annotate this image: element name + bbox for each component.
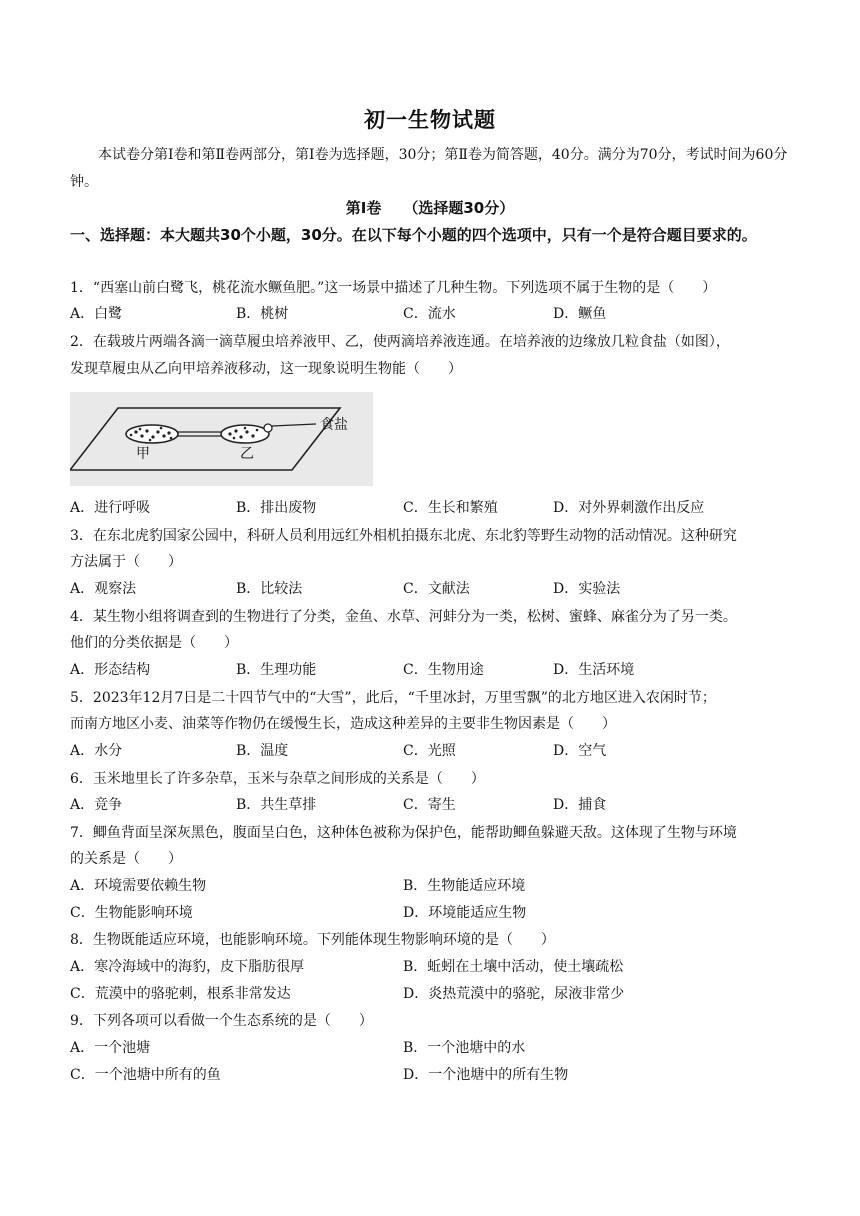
part-heading: 一、选择题：本大题共30个小题，30分。在以下每个小题的四个选项中，只有一个是符合题目要求的。 — [70, 226, 757, 244]
question-4-option-a: A．形态结构 — [70, 662, 151, 678]
question-1-option-d: D．鳜鱼 — [553, 306, 607, 322]
question-8-option-d: D．炎热荒漠中的骆驼，尿液非常少 — [403, 986, 625, 1002]
question-9-options-row-1 — [70, 1037, 795, 1059]
question-8-stem: 8．生物既能适应环境，也能影响环境。下列能体现生物影响环境的是（ ） — [70, 932, 555, 948]
question-5-option-c: C．光照 — [403, 743, 456, 759]
question-4-stem-line-2: 他们的分类依据是（ ） — [70, 635, 238, 651]
question-9-option-d: D．一个池塘中的所有生物 — [403, 1067, 569, 1083]
question-1-stem: 1．“西塞山前白鹭飞，桃花流水鳜鱼肥。”这一场景中描述了几种生物。下列选项不属于生物的是（ ） — [70, 280, 717, 296]
question-9-options-row-2 — [70, 1064, 795, 1086]
exam-intro: 本试卷分第Ⅰ卷和第Ⅱ卷两部分，第Ⅰ卷为选择题，30分；第Ⅱ卷为简答题，40分。满分为70分，考试时间为60分钟。 — [70, 147, 788, 190]
salt-grain — [264, 424, 272, 432]
question-7-stem-line-2: 的关系是（ ） — [70, 851, 182, 867]
question-5-stem-line-2: 而南方地区小麦、油菜等作物仍在缓慢生长，造成这种差异的主要非生物因素是（ ） — [70, 716, 616, 732]
question-7-option-b: B．生物能适应环境 — [403, 878, 526, 894]
question-5-option-d: D．空气 — [553, 743, 607, 759]
label-yi: 乙 — [240, 446, 254, 462]
question-2-option-d: D．对外界刺激作出反应 — [553, 500, 705, 516]
question-3-stem-line-1: 3．在东北虎豹国家公园中，科研人员利用远红外相机拍摄东北虎、东北豹等野生动物的活动情况。这种研究 — [70, 528, 737, 544]
question-1-option-a: A．白鹭 — [70, 306, 123, 322]
question-8-option-a: A．寒冷海域中的海豹，皮下脂肪很厚 — [70, 959, 305, 975]
question-6-options — [70, 794, 795, 816]
question-9-option-a: A．一个池塘 — [70, 1040, 151, 1056]
question-4-option-b: B．生理功能 — [236, 662, 317, 678]
question-9-option-b: B．一个池塘中的水 — [403, 1040, 526, 1056]
question-2-stem-line-1: 2．在载玻片两端各滴一滴草履虫培养液甲、乙，使两滴培养液连通。在培养液的边缘放几粒食盐（如图）， — [70, 334, 730, 350]
question-5-option-a: A．水分 — [70, 743, 123, 759]
question-2-options — [70, 497, 795, 519]
section-sub: （选择题30分） — [403, 199, 515, 217]
question-5-options — [70, 740, 795, 762]
section-heading — [0, 197, 860, 218]
question-3-option-a: A．观察法 — [70, 581, 137, 597]
question-6-option-b: B．共生草排 — [236, 797, 317, 813]
label-salt: 食盐 — [320, 417, 348, 433]
question-2-option-a: A．进行呼吸 — [70, 500, 151, 516]
label-jia: 甲 — [136, 446, 150, 462]
salt-pointer-line — [272, 424, 316, 426]
question-6-option-c: C．寄生 — [403, 797, 456, 813]
question-6-option-a: A．竞争 — [70, 797, 123, 813]
question-3-option-b: B．比较法 — [236, 581, 303, 597]
paramecium-slide-figure — [70, 392, 373, 486]
question-7-options-row-2 — [70, 902, 795, 924]
question-8-option-b: B．蚯蚓在土壤中活动，使土壤疏松 — [403, 959, 624, 975]
section-label: 第Ⅰ卷 — [345, 199, 382, 217]
question-8-options-row-2 — [70, 983, 795, 1005]
glass-slide-outline — [70, 408, 340, 470]
connecting-channel — [177, 432, 222, 436]
question-4-stem-line-1: 4．某生物小组将调查到的生物进行了分类，金鱼、水草、河蚌分为一类，松树、蜜蜂、麻雀分为了另一类。 — [70, 609, 737, 625]
page-title: 初一生物试题 — [364, 108, 496, 132]
question-8-options-row-1 — [70, 956, 795, 978]
question-4-option-c: C．生物用途 — [403, 662, 484, 678]
question-1-option-b: B．桃树 — [236, 306, 289, 322]
question-7-option-d: D．环境能适应生物 — [403, 905, 527, 921]
question-5-stem-line-1: 5．2023年12月7日是二十四节气中的“大雪”，此后，“千里冰封，万里雪飘”的北方地区进入农闲时节； — [70, 690, 716, 706]
question-8-option-c: C．荒漠中的骆驼刺，根系非常发达 — [70, 986, 291, 1002]
question-6-option-d: D．捕食 — [553, 797, 607, 813]
question-9-option-c: C．一个池塘中所有的鱼 — [70, 1067, 221, 1083]
question-7-stem-line-1: 7．鲫鱼背面呈深灰黑色，腹面呈白色，这种体色被称为保护色，能帮助鲫鱼躲避天敌。这体现了生物与环境 — [70, 825, 737, 841]
slide-diagram — [70, 392, 373, 486]
question-3-option-d: D．实验法 — [553, 581, 621, 597]
question-4-option-d: D．生活环境 — [553, 662, 635, 678]
question-7-option-c: C．生物能影响环境 — [70, 905, 193, 921]
question-6-stem: 6．玉米地里长了许多杂草，玉米与杂草之间形成的关系是（ ） — [70, 771, 485, 787]
question-7-option-a: A．环境需要依赖生物 — [70, 878, 207, 894]
question-3-option-c: C．文献法 — [403, 581, 470, 597]
question-7-options-row-1 — [70, 875, 795, 897]
question-1-option-c: C．流水 — [403, 306, 456, 322]
question-1-options — [70, 303, 795, 325]
question-2-option-c: C．生长和繁殖 — [403, 500, 498, 516]
question-4-options — [70, 659, 795, 681]
question-9-stem: 9．下列各项可以看做一个生态系统的是（ ） — [70, 1013, 373, 1029]
question-5-option-b: B．温度 — [236, 743, 289, 759]
question-3-stem-line-2: 方法属于（ ） — [70, 554, 182, 570]
question-3-options — [70, 578, 795, 600]
question-2-option-b: B．排出废物 — [236, 500, 317, 516]
question-2-stem-line-2: 发现草履虫从乙向甲培养液移动，这一现象说明生物能（ ） — [70, 361, 462, 377]
